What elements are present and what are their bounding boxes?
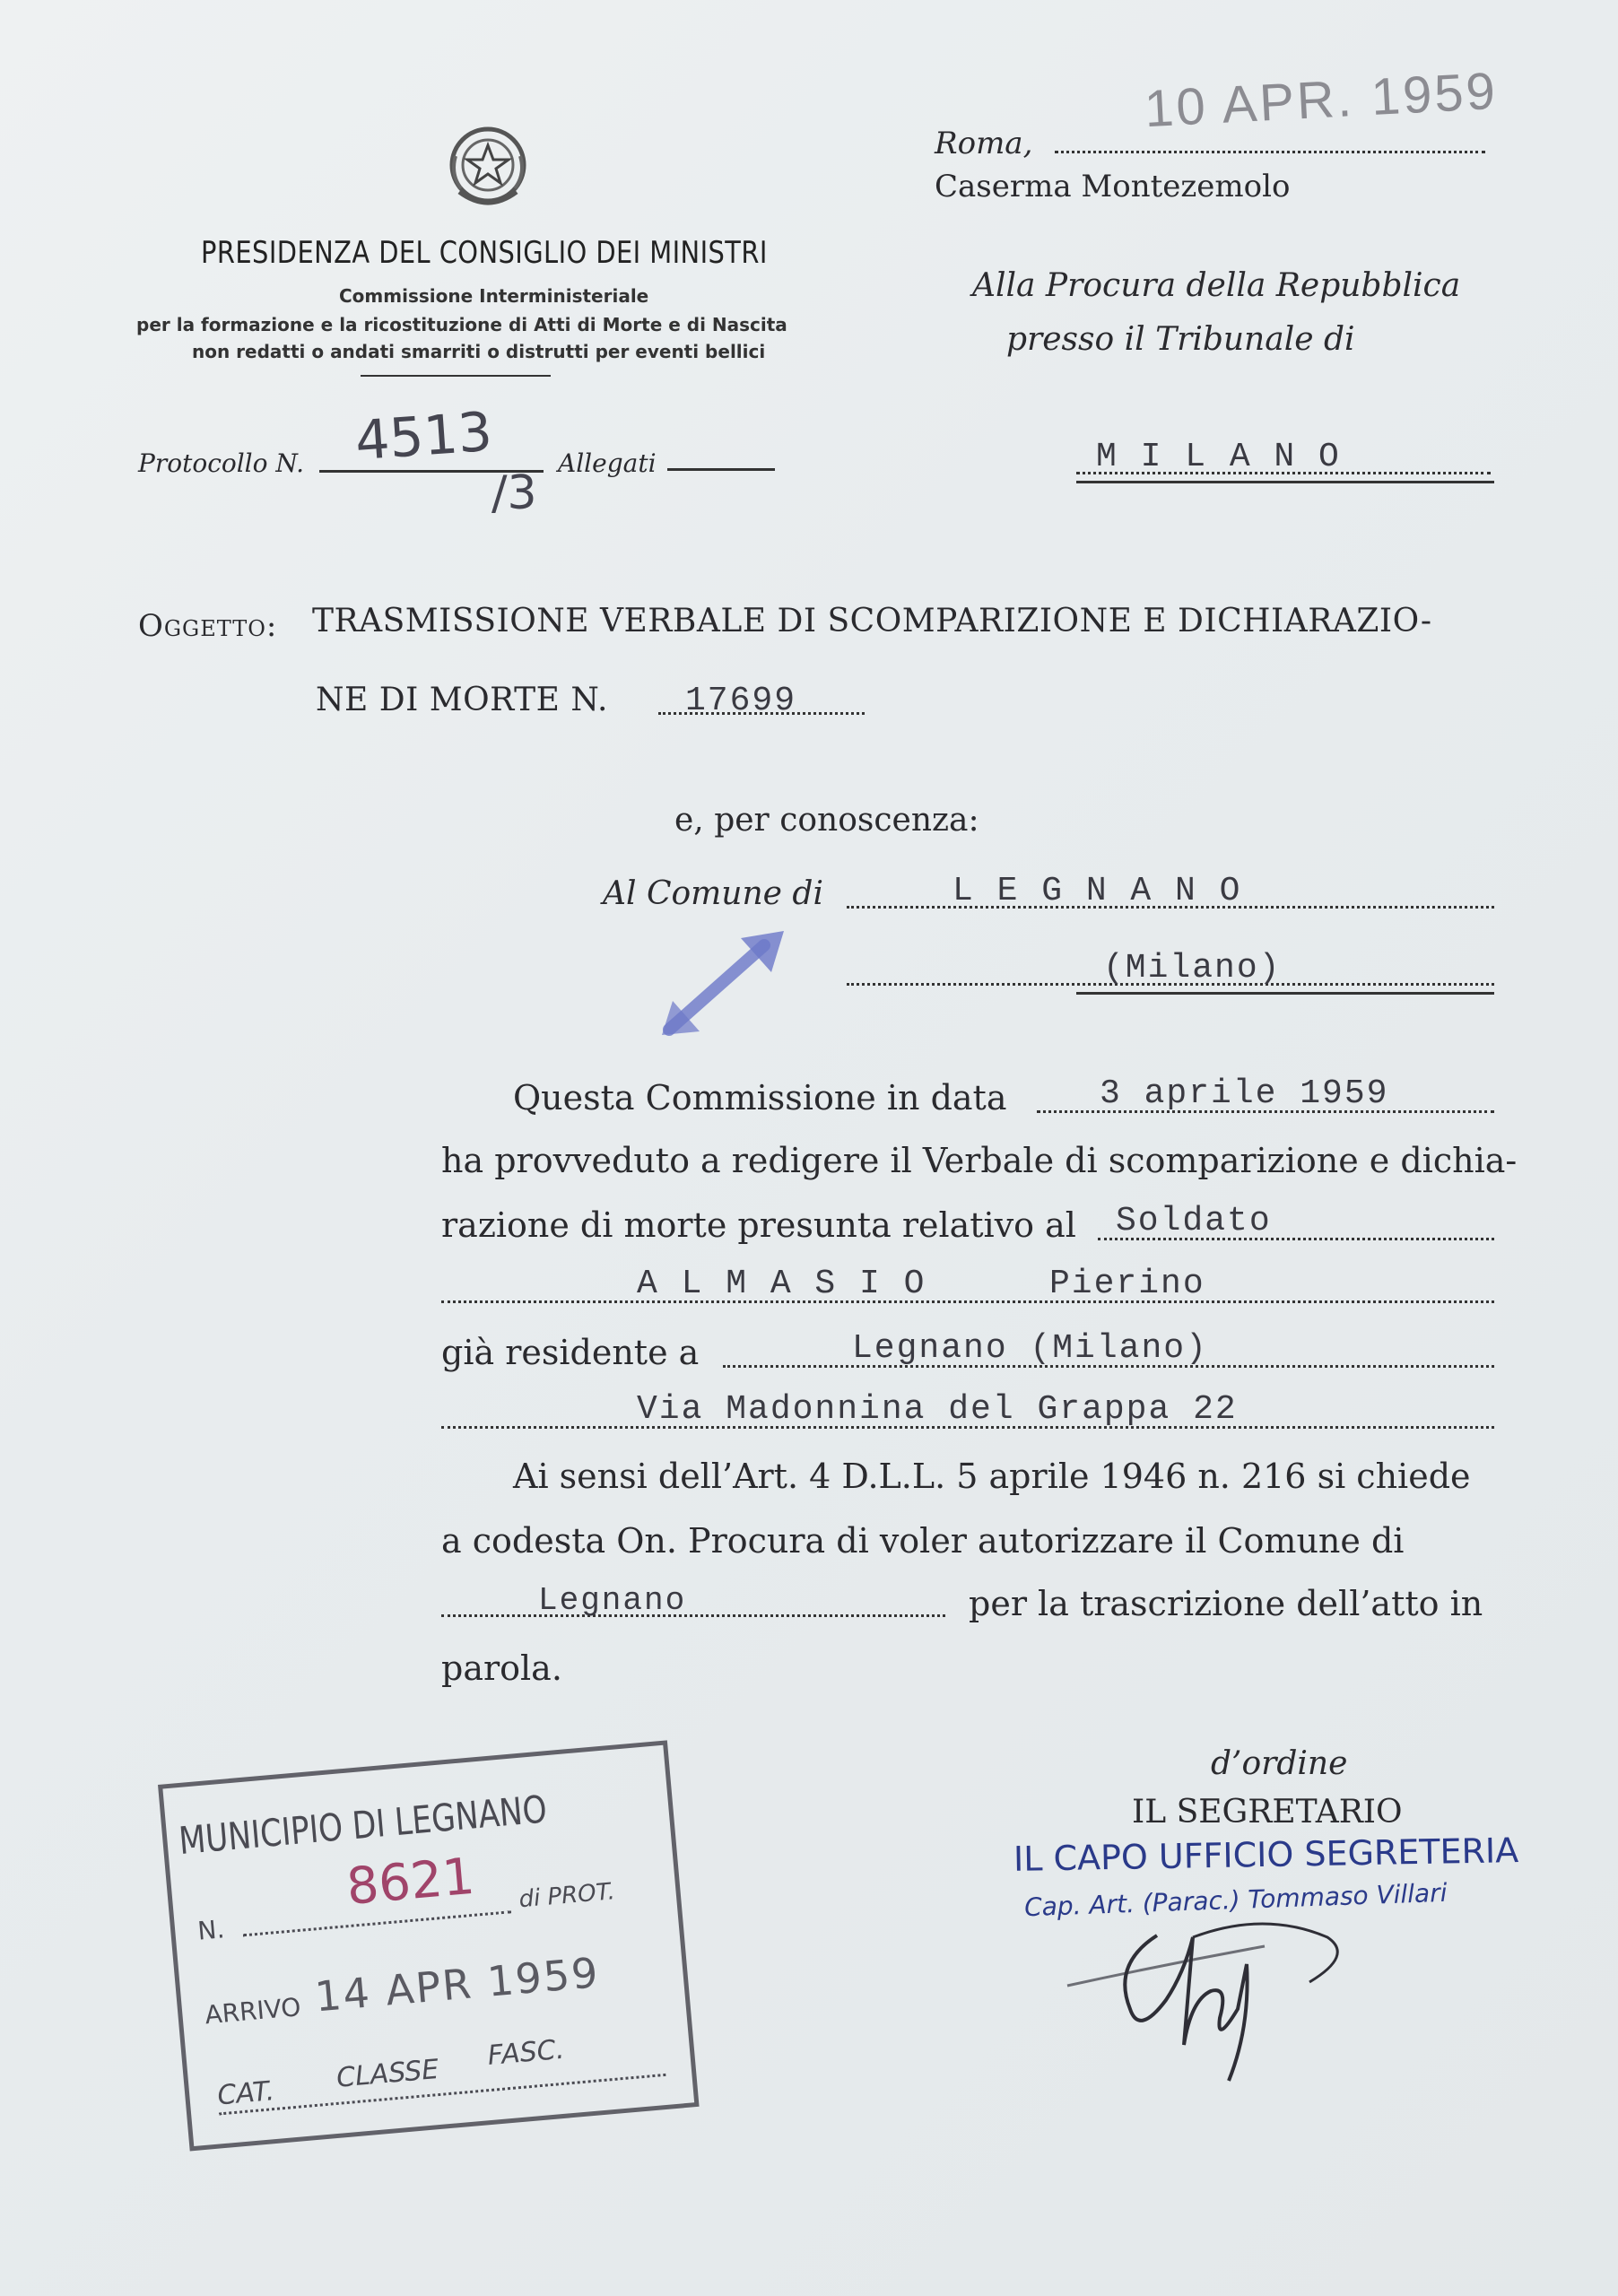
cc-province: (Milano)	[1103, 949, 1282, 987]
received-stamp-number: 8621	[344, 1847, 477, 1917]
p2-line-4: parola.	[441, 1648, 562, 1688]
p1-start: Questa Commissione in data	[513, 1078, 1007, 1118]
republic-emblem-icon	[443, 120, 533, 215]
stamp-office-title: IL CAPO UFFICIO SEGRETERIA	[1013, 1831, 1519, 1879]
handwritten-signature	[1058, 1910, 1381, 2090]
p1-line-2: ha provveduto a redigere il Verbale di scomparizione e dichia-	[441, 1141, 1518, 1180]
subject-line-2: NE DI MORTE N.	[316, 682, 608, 718]
protocol-sub: /3	[491, 466, 537, 520]
first-name-value: Pierino	[1049, 1265, 1205, 1303]
protocol-label: Protocollo N.	[138, 448, 305, 478]
org-divider	[361, 375, 551, 377]
org-subtitle-1: Commissione Interministeriale	[339, 285, 649, 307]
blue-arrow-mark-icon	[655, 924, 798, 1040]
cc-intro: e, per conoscenza:	[674, 802, 979, 839]
order-label: d’ordine	[1211, 1745, 1348, 1782]
received-stamp	[158, 1739, 709, 2169]
recipient-line-2: presso il Tribunale di	[1006, 321, 1355, 358]
protocol-number: 4513	[352, 400, 494, 474]
recipient-city-underline	[1076, 481, 1494, 483]
city-label: Roma,	[935, 126, 1033, 161]
secretary-title: IL SEGRETARIO	[1132, 1794, 1403, 1831]
received-stamp-classe: CLASSE	[335, 2053, 440, 2094]
residence-value: Legnano (Milano)	[852, 1329, 1208, 1368]
recipient-city: M I L A N O	[1096, 438, 1341, 476]
comune2-value: Legnano	[538, 1582, 687, 1619]
name-dots	[441, 1300, 1494, 1303]
subject-label: Oggetto:	[138, 608, 278, 644]
p1-line-3: razione di morte presunta relativo al	[441, 1205, 1076, 1245]
date-line	[1055, 151, 1485, 153]
p2-line-3: per la trascrizione dell’atto in	[969, 1584, 1483, 1623]
received-stamp-cat: CAT.	[215, 2075, 276, 2112]
p1-date: 3 aprile 1959	[1100, 1074, 1389, 1113]
rank-value: Soldato	[1116, 1202, 1272, 1240]
address-value: Via Madonnina del Grappa 22	[637, 1390, 1238, 1429]
received-stamp-fasc: FASC.	[486, 2033, 566, 2073]
surname-value: A L M A S I O	[637, 1265, 926, 1303]
received-stamp-arrival-date: 14 APR 1959	[312, 1948, 602, 2022]
comune2-dots	[441, 1614, 945, 1617]
received-stamp-prot-suffix: di PROT.	[518, 1878, 616, 1914]
cc-comune: L E G N A N O	[953, 872, 1242, 910]
subject-line-1: TRASMISSIONE VERBALE DI SCOMPARIZIONE E DICHIARAZIO-	[312, 603, 1432, 639]
attachments-line	[667, 468, 775, 471]
received-stamp-prot-label: N.	[196, 1914, 226, 1946]
org-title: PRESIDENZA DEL CONSIGLIO DEI MINISTRI	[201, 235, 768, 271]
date-stamp: 10 APR. 1959	[1143, 61, 1500, 139]
recipient-city-dots	[1076, 472, 1491, 474]
p2-line-1: Ai sensi dell’Art. 4 D.L.L. 5 aprile 1946 n. 216 si chiede	[513, 1457, 1471, 1496]
subject-number: 17699	[685, 682, 797, 720]
org-subtitle-2: per la formazione e la ricostituzione di Atti di Morte e di Nascita	[136, 314, 787, 335]
location-label: Caserma Montezemolo	[935, 169, 1291, 204]
cc-province-underline	[1076, 992, 1494, 995]
residence-label: già residente a	[441, 1333, 700, 1372]
attachments-label: Allegati	[558, 448, 657, 478]
p2-line-2: a codesta On. Procura di voler autorizzare il Comune di	[441, 1521, 1405, 1561]
cc-comune-label: Al Comune di	[603, 875, 823, 912]
stamp-officer-name: Cap. Art. (Parac.) Tommaso Villari	[1023, 1877, 1448, 1923]
recipient-line-1: Alla Procura della Repubblica	[972, 267, 1461, 304]
org-subtitle-3: non redatti o andati smarriti o distrutti per eventi bellici	[192, 341, 766, 362]
received-stamp-arrival-label: ARRIVO	[204, 1992, 302, 2031]
received-stamp-title: MUNICIPIO DI LEGNANO	[177, 1787, 549, 1864]
